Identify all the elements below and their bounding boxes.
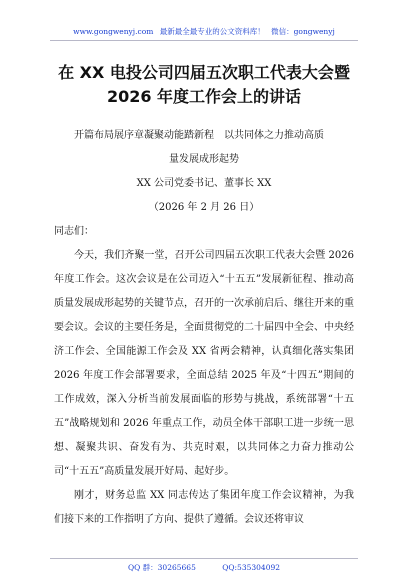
paragraph: 今天，我们齐聚一堂，召开公司四届五次职工代表大会暨 2026 年度工作会。这次会议是在公司迈入“十五五”发展新征程、推动高质量发展成形起势的关键节点，召开的一次承前启后、继往开来的重要会议。会议的主要任务是，全面贯彻党的二十届四中全会、中央经济工作会、全国能源工作会及 XX 省两会精神，认真细化落实集团 2026 年度工作会部署要求，全面总结 2025 年及“十四五”期间的工作成效，深入分析当前发展面临的形势与挑战，系统部署“十五五”战略规划和 2026 年重点工作，动员全体干部职工进一步统一思想、凝聚共识、奋发有为、共克时艰，以共同体之力奋力推动公司“十五五”高质量发展开好局、起好步。 [54, 250, 354, 477]
header-divider [50, 40, 358, 41]
speech-date: （2026 年 2 月 26 日） [148, 202, 260, 213]
header-slogan: 最新最全最专业的公文资料库！ [159, 27, 265, 36]
page-footer [50, 558, 358, 573]
document-body [54, 124, 354, 532]
page-header [50, 26, 358, 37]
speaker-line: XX 公司党委书记、董事长 XX [136, 178, 272, 189]
footer-qq-group: QQ 群：30265665 [127, 563, 196, 572]
subtitle-line-1: 开篇布局展序章凝聚动能踏新程 以共同体之力推动高质 [74, 130, 324, 141]
subtitle-line-2: 量发展成形起势 [169, 154, 239, 165]
footer-qq: QQ:535304092 [222, 563, 281, 572]
document-title-line-1: 在 XX 电投公司四届五次职工代表大会暨 [58, 63, 350, 82]
header-wechat: 微信：gongwenyj [271, 27, 335, 36]
greeting: 同志们： [54, 226, 94, 237]
paragraph: 刚才，财务总监 XX 同志传达了集团年度工作会议精神，为我们接下来的工作指明了方向、提供了遵循。会议还将审议 [54, 490, 354, 525]
document-title-line-2: 2026 年度工作会上的讲话 [106, 87, 302, 106]
header-website[interactable]: www.gongwenyj.com [73, 27, 154, 36]
